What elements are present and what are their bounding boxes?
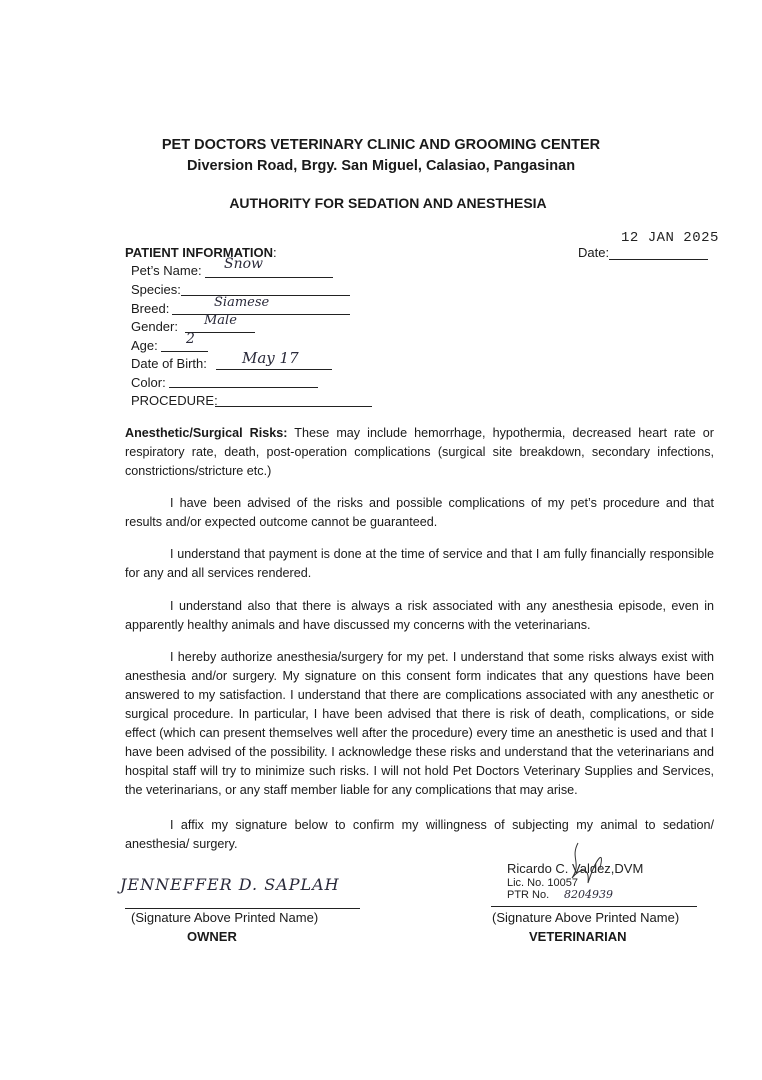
authorization-paragraph: I hereby authorize anesthesia/surgery for my pet. I understand that some risks always exist with anesthesia and/or surgery. My signature on this consent form indicates that any questions have been answered to my satisfaction. I understand that there are complications associated with any anesthetic or surgical procedure. In particular, I have been advised that there is risk of death, complications, or side effect (which can present themselves well after the procedure) every time an anesthetic is used and that I have been advised of the possibility. I acknowledge these risks and understand that the veterinarians and hospital staff will try to minimize such risks. I will not hold Pet Doctors Veterinary Supplies and Services, the veterinarians, or any staff member liable for any complications that may arise. [125,650,714,797]
risks-text: These may include hemorrhage, hypothermia, decreased heart rate or respiratory rate, death, post-operation complications (surgical site breakdown, secondary infections, constrictions/stricture etc.) [125,426,715,478]
clinic-name: PET DOCTORS VETERINARY CLINIC AND GROOMING CENTER [161,137,601,153]
risk-awareness-paragraph: I understand also that there is always a risk associated with any anesthesia episode, even in apparently healthy animals and have discussed my concerns with the veterinarians. [125,599,714,632]
owner-signature-caption: (Signature Above Printed Name) [131,910,319,925]
date-of-birth-value: May 17 [242,349,299,367]
patient-info-heading-colon: : [273,245,277,260]
date-stamp: 12 JAN 2025 [621,230,719,246]
vet-signature-caption: (Signature Above Printed Name) [492,910,680,925]
procedure-label: PROCEDURE: [131,393,218,408]
age-value: 2 [186,331,195,347]
breed-label: Breed: [131,301,170,316]
pets-name-value: Snow [224,256,264,272]
owner-signature: JENNEFFER D. SAPLAH [120,875,340,894]
vet-role-label: VETERINARIAN [529,929,627,944]
vet-ptr-label: PTR No. [507,889,550,901]
age-label: Age: [131,338,158,353]
vet-ptr-value: 8204939 [564,888,613,901]
vet-printed-name: Ricardo C. Valdez,DVM [507,861,644,876]
pets-name-label: Pet’s Name: [131,263,202,278]
gender-label: Gender: [131,319,178,334]
risks-paragraph [125,424,714,481]
risks-label: Anesthetic/Surgical Risks: [125,426,288,440]
date-of-birth-line [216,369,332,370]
gender-line [185,332,255,333]
color-line [169,387,318,388]
color-label: Color: [131,375,166,390]
vet-signature-scribble [560,838,620,898]
clinic-address: Diversion Road, Brgy. San Miguel, Calasiao, Pangasinan [186,158,576,174]
pets-name-line [205,277,333,278]
advised-paragraph: I have been advised of the risks and possible complications of my pet’s procedure and that results and/or expected outcome cannot be guaranteed. [125,496,714,529]
age-line [161,351,208,352]
vet-license-number: Lic. No. 10057 [507,877,578,889]
affix-signature-paragraph: I affix my signature below to confirm my willingness of subjecting my animal to sedation/ anesthesia/ surgery. [125,818,714,851]
date-label: Date: [578,245,610,260]
owner-signature-line [125,908,360,909]
patient-info-heading-text: PATIENT INFORMATION [125,245,274,260]
owner-role-label: OWNER [187,929,237,944]
procedure-line [215,406,372,407]
date-line [609,259,708,260]
form-title: AUTHORITY FOR SEDATION AND ANESTHESIA [229,195,547,211]
vet-signature-line [491,906,697,907]
date-of-birth-label: Date of Birth: [131,356,207,371]
gender-value: Male [204,313,237,328]
breed-line [172,314,350,315]
payment-paragraph: I understand that payment is done at the time of service and that I am fully financially responsible for any and all services rendered. [125,547,714,580]
breed-value: Siamese [214,295,270,310]
species-label: Species: [131,282,181,297]
